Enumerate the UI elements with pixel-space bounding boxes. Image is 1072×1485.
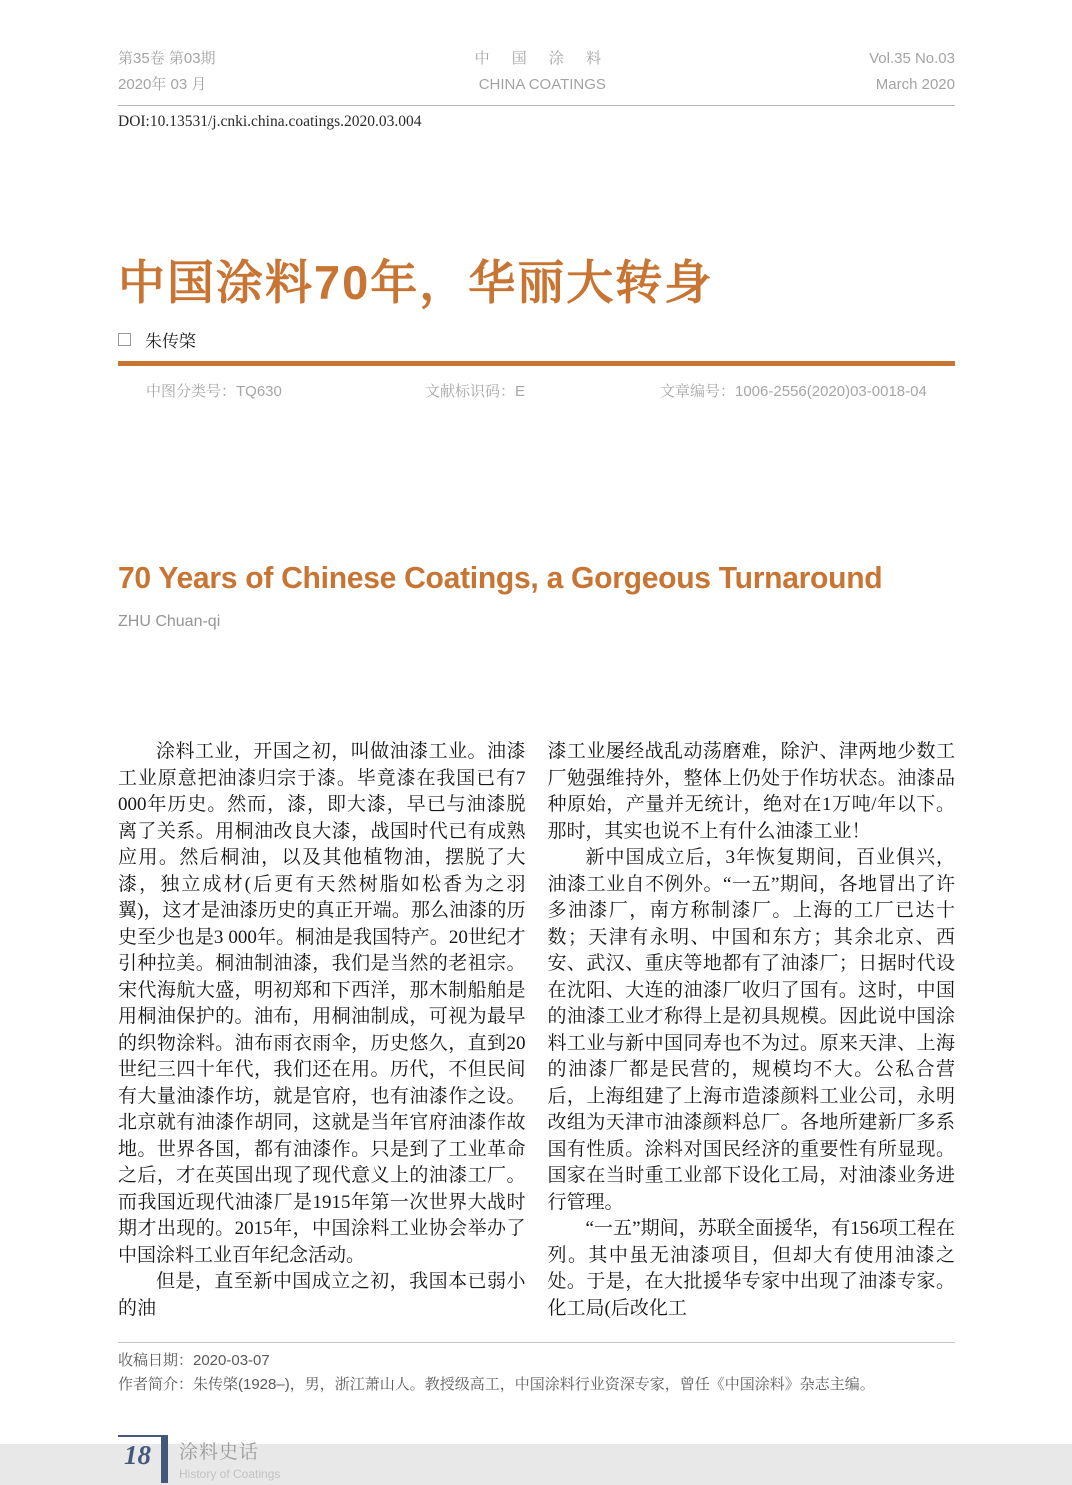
author-bio: 作者简介：朱传棨(1928–)，男，浙江萧山人。教授级高工，中国涂料行业资深专家，曾任《中国涂料》杂志主编。 xyxy=(118,1376,875,1393)
paragraph: 涂料工业，开国之初，叫做油漆工业。油漆工业原意把油漆归宗于漆。毕竟漆在我国已有7 000年历史。然而，漆，即大漆，早已与油漆脱离了关系。用桐油改良大漆，战国时代已有成熟应用。然后桐油，以及其他植物油，摆脱了大漆，独立成材(后更有天然树脂如松香为之羽翼)，这才是油漆历史的真正开端。那么油漆的历史至少也是3 000年。桐油是我国特产。20世纪才引种拉美。桐油制油漆，我们是当然的老祖宗。宋代海航大盛，明初郑和下西洋，那木制船舶是用桐油保护的。油布，用桐油制成，可视为最早的织物涂料。油布雨衣雨伞，历史悠久，直到20世纪三四十年代，我们还在用。历代，不但民间有大量油漆作坊，就是官府，也有油漆作之设。北京就有油漆作胡同，这就是当年官府油漆作故地。世界各国，都有油漆作。只是到了工业革命之后，才在英国出现了现代意义上的油漆工厂。而我国近现代油漆厂是1915年第一次世界大战时期才出现的。2015年，中国涂料工业协会举办了中国涂料工业百年纪念活动。 xyxy=(118,741,526,1266)
paragraph: 但是，直至新中国成立之初，我国本已弱小的油 xyxy=(118,1271,526,1319)
article-body xyxy=(118,739,955,1322)
author-row xyxy=(118,327,955,352)
journal-name-en: CHINA COATINGS xyxy=(478,76,606,93)
doi-line: DOI:10.13531/j.cnki.china.coatings.2020.03.004 xyxy=(118,113,422,130)
author-marker-box-icon xyxy=(118,333,131,346)
journal-name xyxy=(475,46,611,98)
clc-number: 中图分类号：TQ630 xyxy=(146,383,282,400)
page-number: 18 xyxy=(124,1440,151,1470)
title-divider-rule xyxy=(118,361,955,366)
section-bar xyxy=(161,1435,168,1483)
page-number-block xyxy=(118,1435,161,1471)
article-meta-row xyxy=(118,380,955,400)
body-column-left xyxy=(118,739,526,1322)
section-title-en: History of Coatings xyxy=(179,1467,281,1481)
author-name-en: ZHU Chuan-qi xyxy=(118,613,221,630)
volume-issue-cn: 第35卷 第03期 xyxy=(118,50,216,67)
article-title-cn: 中国涂料70年，华丽大转身 xyxy=(118,256,714,309)
section-names xyxy=(168,1435,280,1481)
author-name-cn: 朱传棨 xyxy=(145,332,196,351)
footnotes xyxy=(118,1342,955,1397)
document-code: 文献标识码：E xyxy=(425,383,526,400)
journal-name-cn: 中 国 涂 料 xyxy=(474,50,611,67)
date-cn: 2020年 03 月 xyxy=(118,76,207,93)
body-column-right xyxy=(548,739,956,1322)
paragraph: 新中国成立后，3年恢复期间，百业俱兴，油漆工业自不例外。“一五”期间，各地冒出了许多油漆厂，南方称制漆厂。上海的工厂已达十数；天津有永明、中国和东方；其余北京、西安、武汉、重庆等地都有了油漆厂；日据时代设在沈阳、大连的油漆厂收归了国有。这时，中国的油漆工业才称得上是初具规模。因此说中国涂料工业与新中国同寿也不为过。原来天津、上海的油漆厂都是民营的，规模均不大。公私合营后，上海组建了上海市造漆颜料工业公司，永明改组为天津市油漆颜料总厂。各地所建新厂多系国有性质。涂料对国民经济的重要性有所显现。国家在当时重工业部下设化工局，对油漆业务进行管理。 xyxy=(547,847,955,1213)
paragraph: “一五”期间，苏联全面援华，有156项工程在列。其中虽无油漆项目，但却大有使用油漆之处。于是，在大批援华专家中出现了油漆专家。化工局(后改化工 xyxy=(547,1218,955,1319)
section-title-cn: 涂料史话 xyxy=(179,1442,260,1463)
page-footer xyxy=(118,1435,955,1485)
issue-info-en xyxy=(869,46,955,98)
received-date: 收稿日期：2020-03-07 xyxy=(118,1352,270,1369)
article-title-en: 70 Years of Chinese Coatings, a Gorgeous Turnaround xyxy=(118,560,883,595)
journal-header xyxy=(118,0,955,106)
issue-info xyxy=(118,46,216,98)
article-id: 文章编号：1006-2556(2020)03-0018-04 xyxy=(660,383,927,400)
volume-issue-en: Vol.35 No.03 xyxy=(869,50,955,67)
paragraph: 漆工业屡经战乱动荡磨难，除沪、津两地少数工厂勉强维持外，整体上仍处于作坊状态。油漆品种原始，产量并无统计，绝对在1万吨/年以下。那时，其实也说不上有什么油漆工业！ xyxy=(547,741,955,842)
date-en: March 2020 xyxy=(875,76,955,93)
